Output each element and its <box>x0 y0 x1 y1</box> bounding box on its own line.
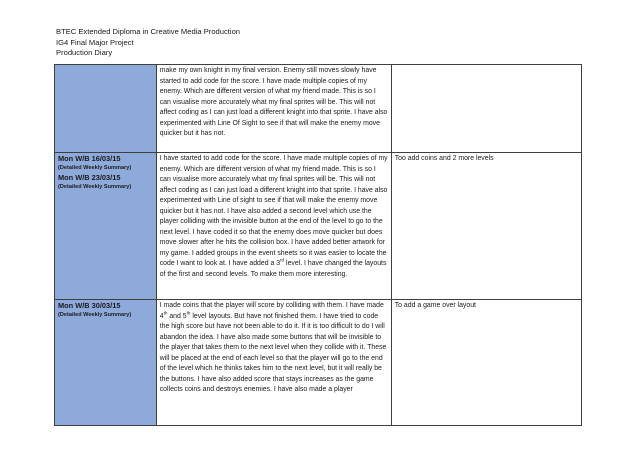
entry-cell <box>156 300 391 426</box>
date-cell <box>55 300 157 426</box>
project-title: IG4 Final Major Project <box>56 37 134 47</box>
target-cell <box>391 300 581 426</box>
entry-text: level. I have changed the layouts of the first and second levels. To make them more interesting. <box>159 260 387 278</box>
week-summary-label: (Detailed Weekly Summary) <box>58 184 132 190</box>
entry-text: level layouts. But have not finished them. I have tried to code the high score but have not been able to do it. If it is too difficult to do I will abandon the idea. I have also made some buttons that will be invisible to the player that takes them to the next level when they collide with it. These will be placed at the end of each level so that the player will go to the end of the level which he thinks takes him to the next level, but it will really be the buttons. I have also added score that stays increases as the game collects coins and destroys enemies. I have also made a player <box>159 312 387 393</box>
week-date: Mon W/B 23/03/15 <box>58 173 121 182</box>
date-cell <box>55 65 157 153</box>
week-date: Mon W/B 16/03/15 <box>58 154 121 163</box>
date-cell <box>55 153 157 300</box>
week-summary-label: (Detailed Weekly Summary) <box>58 312 132 318</box>
diary-row <box>55 65 582 153</box>
target-cell <box>391 153 581 300</box>
entry-text: I made coins that the player will score by colliding with them. I have made 4 <box>159 302 384 320</box>
ordinal-suffix: rd <box>280 257 285 263</box>
production-diary-table <box>54 64 582 426</box>
target-cell <box>391 65 581 153</box>
entry-cell <box>156 153 391 300</box>
diary-row <box>55 300 582 426</box>
entry-text: and 5 <box>167 312 187 320</box>
diary-row <box>55 153 582 300</box>
ordinal-suffix: th <box>163 310 168 316</box>
diary-title: Production Diary <box>56 48 113 58</box>
target-text: To add a game over layout <box>394 302 476 309</box>
week-summary-label: (Detailed Weekly Summary) <box>58 165 132 171</box>
document-header <box>56 27 240 59</box>
week-date: Mon W/B 30/03/15 <box>58 301 121 310</box>
entry-text: I have started to add code for the score. I have made multiple copies of my enemy. Which are different version of what my friend made. This is so I can visualise more accurately what my final sprites will be. This will not affect coding as I can just load a different knight into that sprite. I have also experimented with Line of sight to see if that will make the enemy move quicker but it has not. I have also added a second level which use the player colliding with the invisible button at the end of the level to go to the next level. I have coded it so that the enemy does move quicker but does move slower after he hits the collision box. I have added better artwork for my game. I added groups in the event sheets so it was easier to locate the code I want to look at. I have added a 3 <box>159 155 388 267</box>
course-title: BTEC Extended Diploma in Creative Media Production <box>56 27 241 36</box>
entry-text: make my own knight in my final version. Enemy still moves slowly have started to add code for the score. I have made multiple copies of my enemy. Which are different version of what my friend made. This is so I can visualise more accurately what my final sprites will be. This will not affect coding as I can just load a different knight into that sprite. I have also experimented with Line Of Sight to see if that will make the enemy move quicker but it has not. <box>159 67 388 137</box>
ordinal-suffix: th <box>186 310 191 316</box>
entry-cell <box>156 65 391 153</box>
target-text: Too add coins and 2 more levels <box>394 155 494 162</box>
